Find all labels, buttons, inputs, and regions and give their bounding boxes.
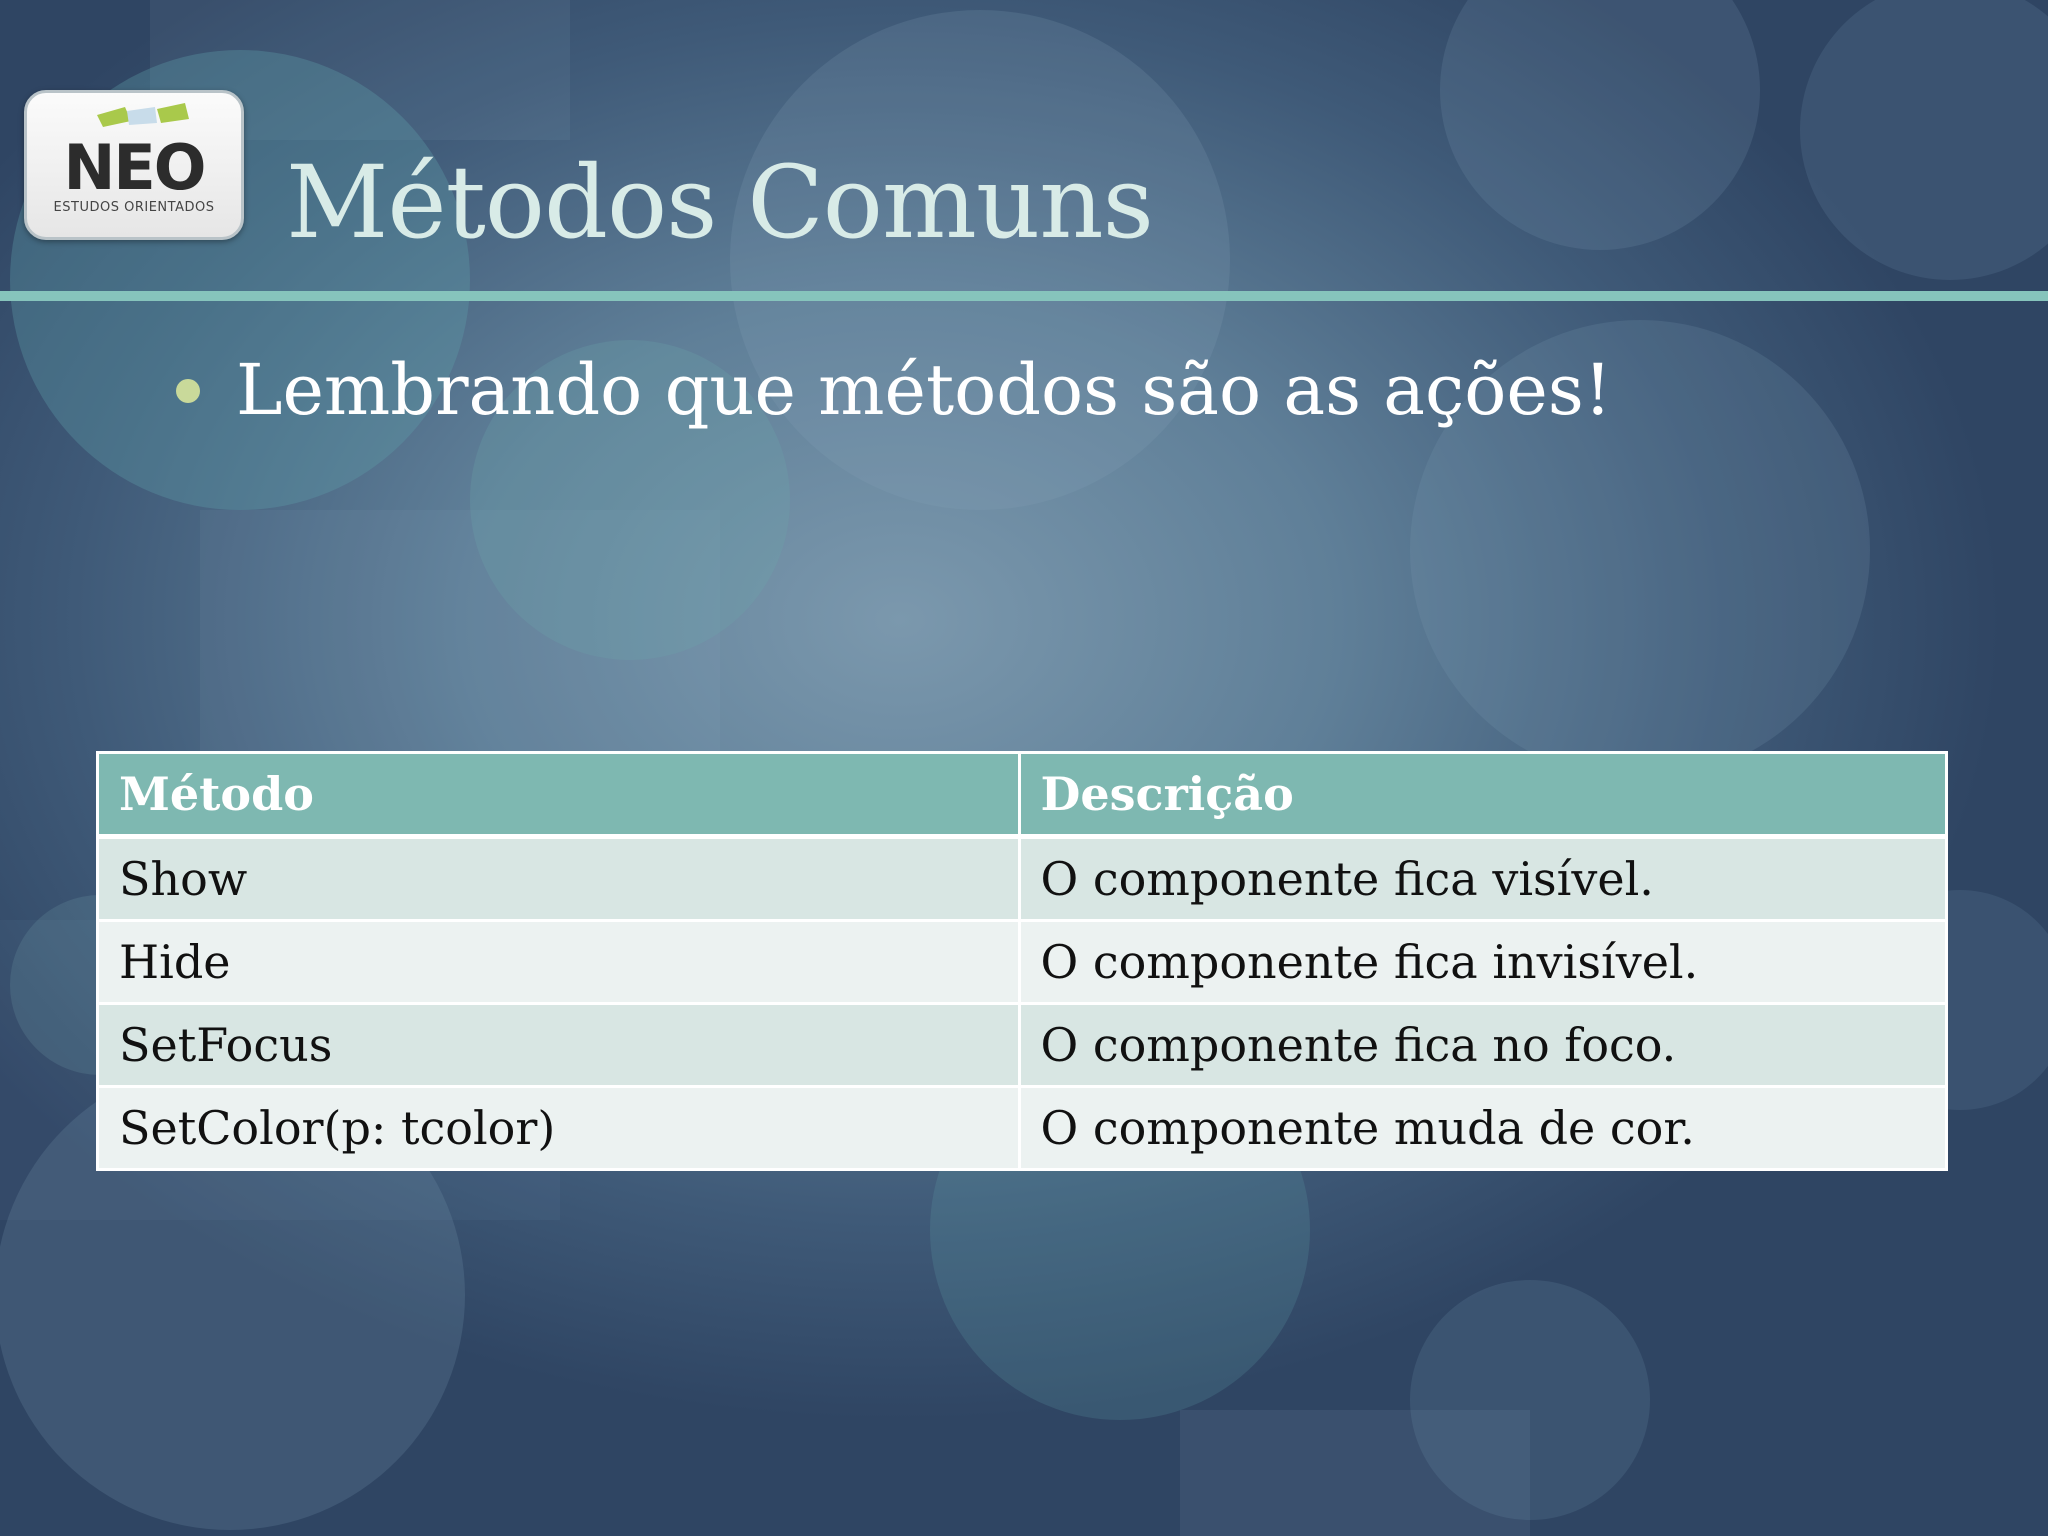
logo-wordmark: NEO	[63, 131, 205, 204]
column-header-method: Método	[99, 754, 1019, 837]
description-cell: O componente muda de cor.	[1019, 1087, 1945, 1169]
method-cell: SetColor(p: tcolor)	[99, 1087, 1019, 1169]
bullet-dot-icon	[176, 379, 200, 403]
bullet-text: Lembrando que métodos são as ações!	[236, 349, 1612, 431]
method-cell: SetFocus	[99, 1004, 1019, 1087]
methods-table-container	[96, 751, 1948, 1171]
table-header-row	[99, 754, 1945, 837]
bullet-item	[176, 349, 1612, 431]
methods-table	[99, 754, 1945, 1168]
description-cell: O componente fica invisível.	[1019, 921, 1945, 1004]
table-row	[99, 921, 1945, 1004]
method-cell: Show	[99, 837, 1019, 921]
method-cell: Hide	[99, 921, 1019, 1004]
description-cell: O componente fica visível.	[1019, 837, 1945, 921]
table-row	[99, 837, 1945, 921]
neo-logo	[24, 90, 244, 240]
column-header-description: Descrição	[1019, 754, 1945, 837]
description-cell: O componente fica no foco.	[1019, 1004, 1945, 1087]
table-row	[99, 1087, 1945, 1169]
slide-title: Métodos Comuns	[286, 144, 1153, 261]
table-row	[99, 1004, 1945, 1087]
title-divider	[0, 291, 2048, 301]
logo-tagline: ESTUDOS ORIENTADOS	[53, 200, 215, 215]
